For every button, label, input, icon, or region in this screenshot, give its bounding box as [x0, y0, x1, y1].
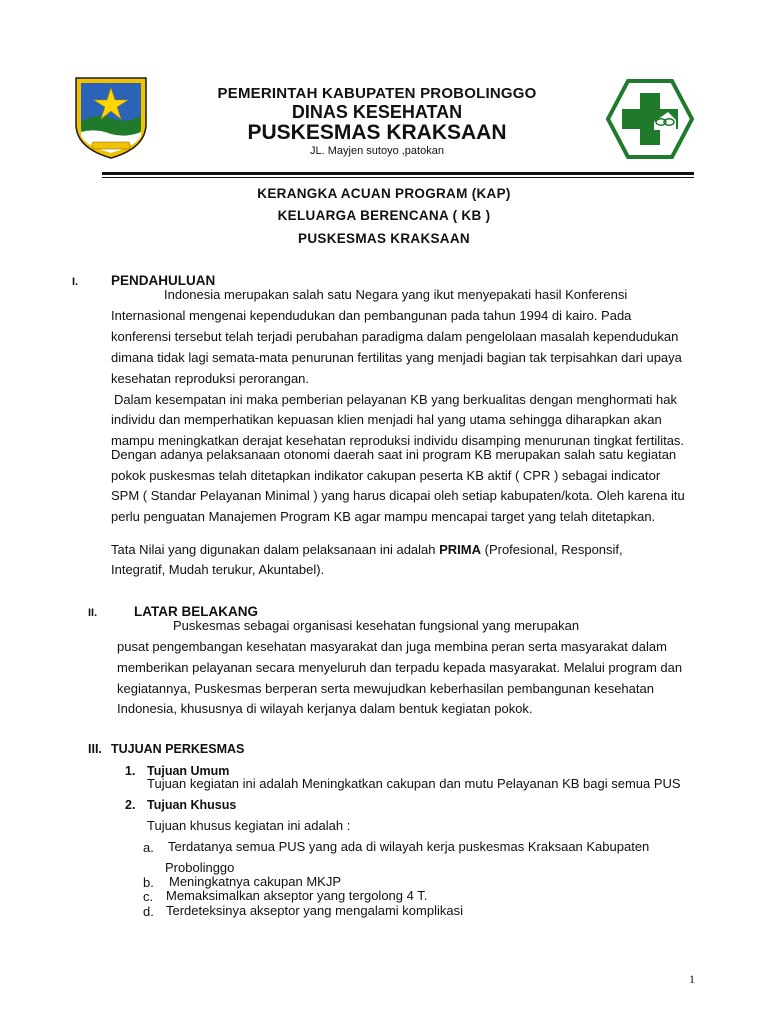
tujuan-khusus-number: 2. [125, 798, 136, 812]
tata-nilai-prima: PRIMA [439, 542, 482, 557]
section-1-line: konferensi tersebut telah terjadi perubahan paradigma dalam pengelolaan masalah kependudukan [111, 329, 679, 344]
list-item: Probolinggo [165, 860, 235, 875]
list-item: Memaksimalkan akseptor yang tergolong 4 T. [166, 888, 428, 903]
tujuan-umum-text: Tujuan kegiatan ini adalah Meningkatkan cakupan dan mutu Pelayanan KB bagi semua PUS [147, 776, 681, 791]
list-item-label: b. [143, 875, 154, 890]
doc-title-line1: KERANGKA ACUAN PROGRAM (KAP) [257, 186, 511, 201]
section-3-heading: TUJUAN PERKESMAS [111, 742, 245, 756]
list-item-label: c. [143, 889, 154, 904]
tujuan-khusus-heading: Tujuan Khusus [147, 798, 237, 812]
letterhead-address: JL. Mayjen sutoyo ,patokan [310, 145, 444, 157]
section-1-line: kesehatan reproduksi perorangan. [111, 371, 310, 386]
tata-nilai-line-2: Integratif, Mudah terukur, Akuntabel). [111, 562, 325, 577]
page-number: 1 [689, 972, 695, 986]
section-1-line: dimana tidak lagi semata-mata penurunan fertilitas yang menjadi bagian tak terpisahkan dari upaya [111, 350, 682, 365]
tujuan-khusus-intro: Tujuan khusus kegiatan ini adalah : [147, 818, 351, 833]
puskesmas-cross-logo [606, 78, 694, 160]
section-1-line: Internasional mengenai kependudukan dan pembangunan pada tahun 1994 di kairo. Pada [111, 308, 632, 323]
section-1-line: SPM ( Standar Pelayanan Minimal ) yang harus dicapai oleh setiap kabupaten/kota. Oleh karena itu [111, 488, 685, 503]
doc-title-line2: KELUARGA BERENCANA ( KB ) [277, 208, 491, 223]
tata-nilai-line: Tata Nilai yang digunakan dalam pelaksanaan ini adalah PRIMA (Profesional, Responsif, [111, 542, 623, 557]
section-2-line: pusat pengembangan kesehatan masyarakat dan juga membina peran serta masyarakat dalam [117, 639, 667, 654]
list-item-label: d. [143, 904, 154, 919]
letterhead-divider-top [102, 172, 694, 175]
section-1-line: perlu penguatan Manajemen Program KB agar mampu mencapai target yang telah ditetapkan. [111, 509, 656, 524]
letterhead-department: DINAS KESEHATAN [291, 102, 463, 122]
letterhead-puskesmas: PUSKESMAS KRAKSAAN [247, 121, 507, 144]
list-item: Terdeteksinya akseptor yang mengalami komplikasi [166, 903, 463, 918]
section-1-line: Dengan adanya pelaksanaan otonomi daerah saat ini program KB merupakan salah satu kegiatan [111, 447, 677, 462]
doc-title-line3: PUSKESMAS KRAKSAAN [298, 231, 470, 246]
list-item: Terdatanya semua PUS yang ada di wilayah kerja puskesmas Kraksaan Kabupaten [168, 839, 650, 854]
list-item: Meningkatnya cakupan MKJP [169, 874, 341, 889]
letterhead-divider-bottom [102, 177, 694, 178]
tujuan-umum-number: 1. [125, 764, 136, 778]
section-1-heading: PENDAHULUAN [111, 273, 216, 288]
section-2-line: memberikan pelayanan secara menyeluruh dan terpadu kepada masyarakat. Melalui program dan [117, 660, 683, 675]
letterhead-government: PEMERINTAH KABUPATEN PROBOLINGGO [217, 85, 537, 102]
section-2-number: II. [88, 607, 98, 619]
probolinggo-seal-logo [72, 74, 150, 160]
section-1-line: pokok puskesmas telah ditetapkan indikator cakupan peserta KB aktif ( CPR ) sebagai indicator [111, 468, 661, 483]
list-item-label: a. [143, 840, 154, 855]
section-2-heading: LATAR BELAKANG [134, 604, 258, 619]
section-1-line: mampu meningkatkan derajat kesehatan reproduksi individu disamping menurunan tingkat fertilitas. [111, 433, 685, 448]
tujuan-umum-heading: Tujuan Umum [147, 764, 230, 778]
section-1-number: I. [72, 276, 79, 288]
section-1-line: individu dan memperhatikan kepuasan klien menjadi hal yang utama sehingga diharapkan akan [111, 412, 662, 427]
section-3-number: III. [88, 742, 102, 756]
section-1-line: Dalam kesempatan ini maka pemberian pelayanan KB yang berkualitas dengan menghormati hak [114, 392, 677, 407]
section-2-line: kegiatannya, Puskesmas berperan serta mewujudkan keberhasilan pembangunan kesehatan [117, 681, 654, 696]
section-1-line: Indonesia merupakan salah satu Negara yang ikut menyepakati hasil Konferensi [164, 287, 628, 302]
section-2-line: Indonesia, khususnya di wilayah kerjanya dalam bentuk kegiatan pokok. [117, 701, 533, 716]
section-2-line: Puskesmas sebagai organisasi kesehatan fungsional yang merupakan [173, 618, 580, 633]
